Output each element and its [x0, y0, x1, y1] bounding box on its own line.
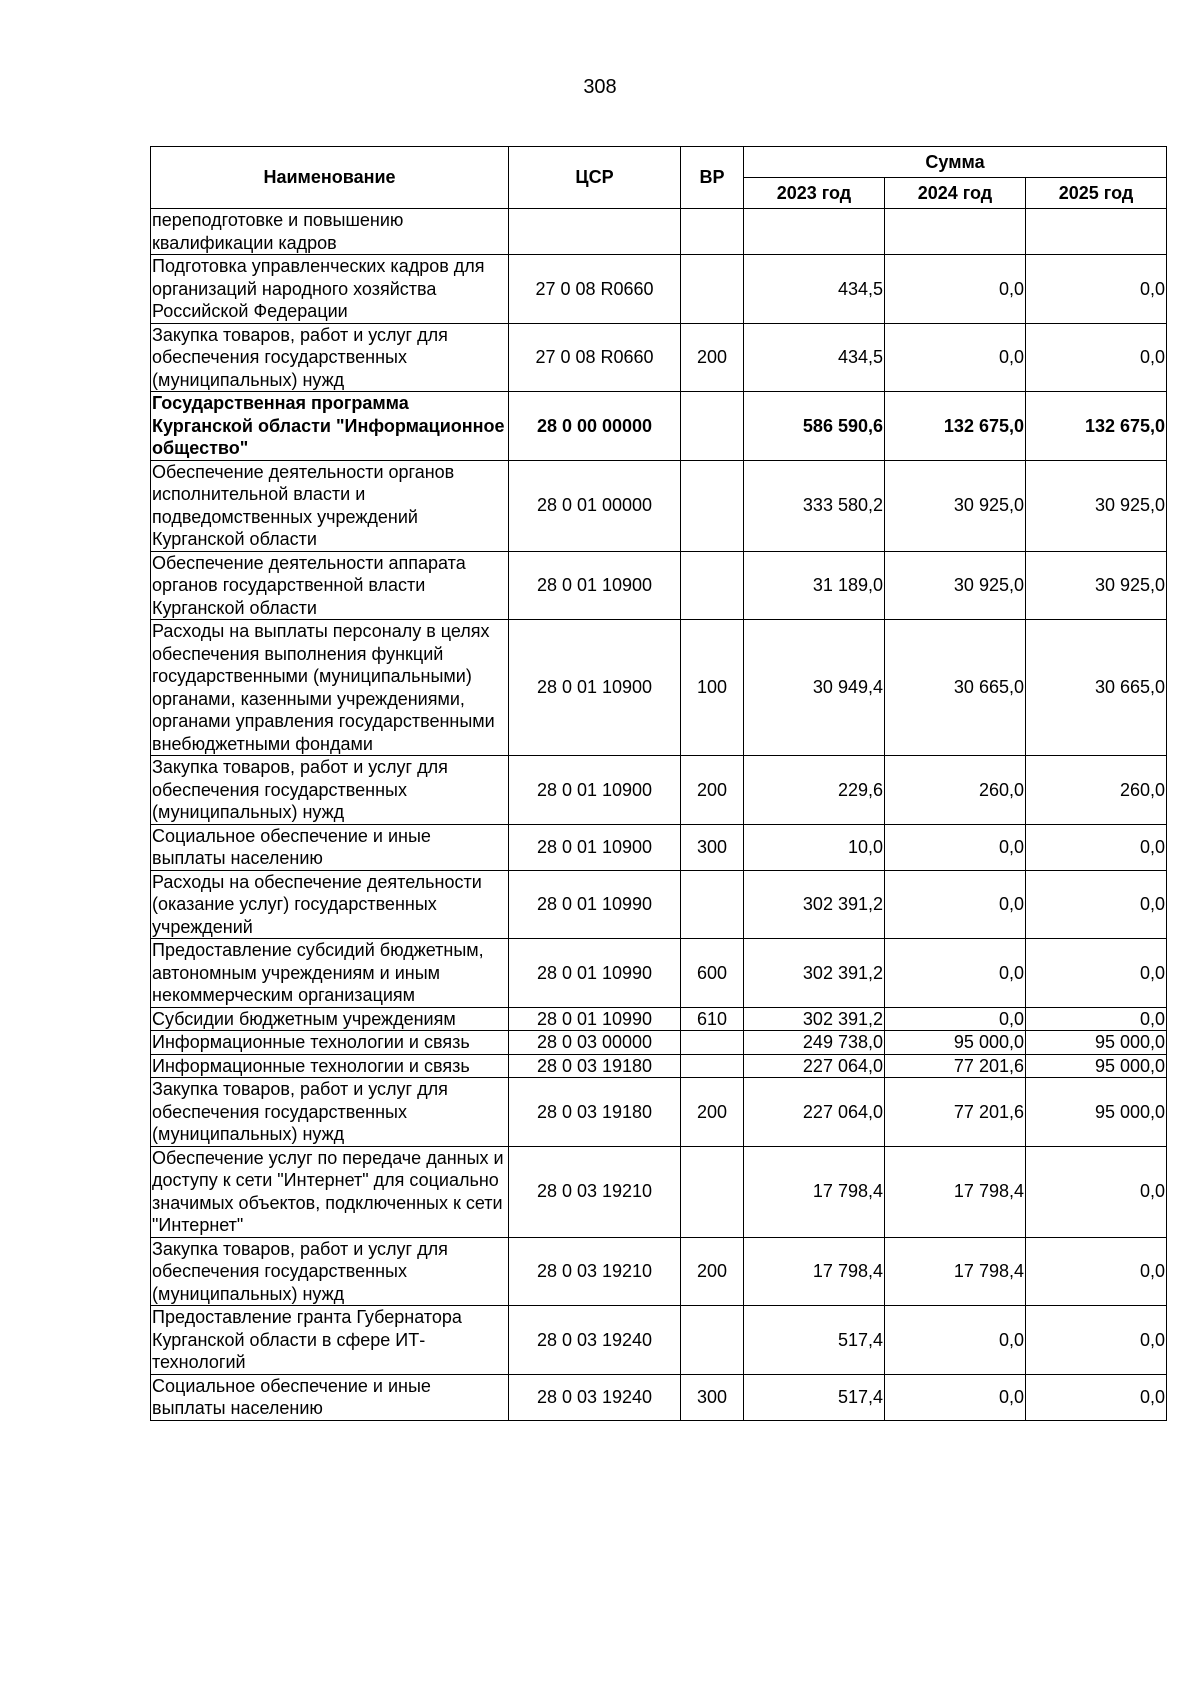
table-row — [151, 209, 1167, 255]
row-sum-2024 — [885, 209, 1026, 255]
row-sum-2024: 77 201,6 — [885, 1078, 1026, 1147]
row-vr: 100 — [681, 620, 744, 756]
row-csr — [509, 209, 681, 255]
table-row — [151, 1078, 1167, 1147]
row-sum-2023 — [744, 209, 885, 255]
row-sum-2023: 333 580,2 — [744, 460, 885, 551]
row-sum-2024: 17 798,4 — [885, 1146, 1026, 1237]
row-vr — [681, 1146, 744, 1237]
row-sum-2025 — [1026, 209, 1167, 255]
row-name: Информационные технологии и связь — [151, 1031, 509, 1055]
row-sum-2024: 0,0 — [885, 1007, 1026, 1031]
row-sum-2023: 229,6 — [744, 756, 885, 825]
row-sum-2023: 517,4 — [744, 1306, 885, 1375]
row-sum-2024: 132 675,0 — [885, 392, 1026, 461]
row-name: Закупка товаров, работ и услуг для обеспечения государственных (муниципальных) нужд — [151, 1078, 509, 1147]
row-vr — [681, 209, 744, 255]
row-csr: 28 0 03 19180 — [509, 1078, 681, 1147]
row-sum-2023: 17 798,4 — [744, 1146, 885, 1237]
table-row — [151, 1146, 1167, 1237]
row-vr — [681, 255, 744, 324]
row-sum-2025: 0,0 — [1026, 1007, 1167, 1031]
row-sum-2023: 434,5 — [744, 255, 885, 324]
row-name: переподготовке и повышению квалификации кадров — [151, 209, 509, 255]
row-name: Закупка товаров, работ и услуг для обеспечения государственных (муниципальных) нужд — [151, 756, 509, 825]
row-name: Расходы на обеспечение деятельности (оказание услуг) государственных учреждений — [151, 870, 509, 939]
row-sum-2025: 132 675,0 — [1026, 392, 1167, 461]
row-name: Государственная программа Курганской области "Информационное общество" — [151, 392, 509, 461]
row-sum-2025: 95 000,0 — [1026, 1031, 1167, 1055]
row-sum-2025: 0,0 — [1026, 1306, 1167, 1375]
row-sum-2024: 30 665,0 — [885, 620, 1026, 756]
row-name: Подготовка управленческих кадров для организаций народного хозяйства Российской Федерации — [151, 255, 509, 324]
row-sum-2024: 77 201,6 — [885, 1054, 1026, 1078]
row-sum-2025: 0,0 — [1026, 323, 1167, 392]
table-row — [151, 870, 1167, 939]
row-vr: 600 — [681, 939, 744, 1008]
header-year-2025: 2025 год — [1026, 178, 1167, 209]
row-sum-2025: 30 925,0 — [1026, 551, 1167, 620]
row-name: Закупка товаров, работ и услуг для обеспечения государственных (муниципальных) нужд — [151, 1237, 509, 1306]
row-sum-2025: 0,0 — [1026, 1374, 1167, 1420]
row-csr: 28 0 01 10900 — [509, 551, 681, 620]
row-sum-2023: 249 738,0 — [744, 1031, 885, 1055]
table-row — [151, 620, 1167, 756]
header-vr: ВР — [681, 147, 744, 209]
row-vr: 300 — [681, 1374, 744, 1420]
row-csr: 28 0 03 00000 — [509, 1031, 681, 1055]
row-sum-2025: 0,0 — [1026, 870, 1167, 939]
table-row-program — [151, 392, 1167, 461]
row-sum-2023: 31 189,0 — [744, 551, 885, 620]
row-csr: 28 0 01 10990 — [509, 870, 681, 939]
table-row — [151, 1237, 1167, 1306]
table-row — [151, 323, 1167, 392]
table-row — [151, 939, 1167, 1008]
row-vr — [681, 551, 744, 620]
row-sum-2025: 0,0 — [1026, 1146, 1167, 1237]
row-sum-2024: 0,0 — [885, 1374, 1026, 1420]
table-row — [151, 1031, 1167, 1055]
row-vr — [681, 1306, 744, 1375]
row-sum-2023: 10,0 — [744, 824, 885, 870]
table-row — [151, 756, 1167, 825]
row-vr — [681, 1031, 744, 1055]
row-vr — [681, 460, 744, 551]
row-sum-2023: 17 798,4 — [744, 1237, 885, 1306]
header-sum: Сумма — [744, 147, 1167, 178]
row-sum-2025: 260,0 — [1026, 756, 1167, 825]
row-csr: 27 0 08 R0660 — [509, 323, 681, 392]
row-sum-2024: 17 798,4 — [885, 1237, 1026, 1306]
table-row — [151, 1306, 1167, 1375]
row-sum-2024: 0,0 — [885, 1306, 1026, 1375]
row-sum-2023: 302 391,2 — [744, 870, 885, 939]
row-sum-2023: 302 391,2 — [744, 939, 885, 1008]
row-sum-2024: 0,0 — [885, 939, 1026, 1008]
row-name: Субсидии бюджетным учреждениям — [151, 1007, 509, 1031]
row-sum-2024: 0,0 — [885, 255, 1026, 324]
row-name: Предоставление гранта Губернатора Курганской области в сфере ИТ-технологий — [151, 1306, 509, 1375]
row-csr: 28 0 03 19240 — [509, 1374, 681, 1420]
row-csr: 28 0 03 19180 — [509, 1054, 681, 1078]
table-row — [151, 1374, 1167, 1420]
row-sum-2024: 0,0 — [885, 323, 1026, 392]
row-csr: 28 0 01 00000 — [509, 460, 681, 551]
budget-table — [150, 146, 1167, 1421]
row-sum-2025: 95 000,0 — [1026, 1054, 1167, 1078]
row-csr: 28 0 03 19240 — [509, 1306, 681, 1375]
row-csr: 28 0 01 10900 — [509, 824, 681, 870]
row-sum-2025: 95 000,0 — [1026, 1078, 1167, 1147]
row-vr — [681, 870, 744, 939]
row-vr — [681, 1054, 744, 1078]
table-row — [151, 551, 1167, 620]
header-csr: ЦСР — [509, 147, 681, 209]
row-sum-2025: 0,0 — [1026, 1237, 1167, 1306]
row-csr: 28 0 01 10900 — [509, 620, 681, 756]
row-sum-2025: 0,0 — [1026, 939, 1167, 1008]
row-sum-2023: 434,5 — [744, 323, 885, 392]
row-name: Обеспечение деятельности органов исполнительной власти и подведомственных учреждений Курганской области — [151, 460, 509, 551]
row-csr: 28 0 01 10990 — [509, 939, 681, 1008]
row-sum-2024: 30 925,0 — [885, 460, 1026, 551]
row-name: Социальное обеспечение и иные выплаты населению — [151, 824, 509, 870]
row-vr: 200 — [681, 1078, 744, 1147]
row-csr: 27 0 08 R0660 — [509, 255, 681, 324]
row-name: Информационные технологии и связь — [151, 1054, 509, 1078]
row-vr: 200 — [681, 1237, 744, 1306]
header-year-2023: 2023 год — [744, 178, 885, 209]
row-sum-2023: 227 064,0 — [744, 1054, 885, 1078]
table-row — [151, 824, 1167, 870]
table-row — [151, 1054, 1167, 1078]
row-sum-2023: 30 949,4 — [744, 620, 885, 756]
row-name: Закупка товаров, работ и услуг для обеспечения государственных (муниципальных) нужд — [151, 323, 509, 392]
row-vr: 200 — [681, 323, 744, 392]
row-name: Обеспечение деятельности аппарата органов государственной власти Курганской области — [151, 551, 509, 620]
row-sum-2024: 0,0 — [885, 870, 1026, 939]
table-row — [151, 255, 1167, 324]
row-csr: 28 0 00 00000 — [509, 392, 681, 461]
table-row — [151, 460, 1167, 551]
row-csr: 28 0 01 10900 — [509, 756, 681, 825]
row-name: Обеспечение услуг по передаче данных и доступу к сети "Интернет" для социально значимых объектов, подключенных к сети "Интернет" — [151, 1146, 509, 1237]
page-number: 308 — [583, 76, 617, 98]
row-sum-2025: 30 925,0 — [1026, 460, 1167, 551]
row-sum-2023: 586 590,6 — [744, 392, 885, 461]
row-csr: 28 0 03 19210 — [509, 1146, 681, 1237]
header-name: Наименование — [151, 147, 509, 209]
row-csr: 28 0 03 19210 — [509, 1237, 681, 1306]
row-sum-2024: 0,0 — [885, 824, 1026, 870]
row-name: Социальное обеспечение и иные выплаты населению — [151, 1374, 509, 1420]
row-sum-2024: 95 000,0 — [885, 1031, 1026, 1055]
table-row — [151, 1007, 1167, 1031]
row-sum-2024: 260,0 — [885, 756, 1026, 825]
row-name: Расходы на выплаты персоналу в целях обеспечения выполнения функций государственными (муниципальными) органами, казенными учреждениями, органами управления государственными внебюджетными фондами — [151, 620, 509, 756]
row-vr: 200 — [681, 756, 744, 825]
row-vr: 300 — [681, 824, 744, 870]
row-sum-2025: 30 665,0 — [1026, 620, 1167, 756]
row-csr: 28 0 01 10990 — [509, 1007, 681, 1031]
row-sum-2025: 0,0 — [1026, 824, 1167, 870]
row-sum-2025: 0,0 — [1026, 255, 1167, 324]
row-name: Предоставление субсидий бюджетным, автономным учреждениям и иным некоммерческим организациям — [151, 939, 509, 1008]
row-sum-2023: 302 391,2 — [744, 1007, 885, 1031]
row-vr: 610 — [681, 1007, 744, 1031]
row-sum-2023: 517,4 — [744, 1374, 885, 1420]
row-vr — [681, 392, 744, 461]
row-sum-2024: 30 925,0 — [885, 551, 1026, 620]
header-year-2024: 2024 год — [885, 178, 1026, 209]
row-sum-2023: 227 064,0 — [744, 1078, 885, 1147]
